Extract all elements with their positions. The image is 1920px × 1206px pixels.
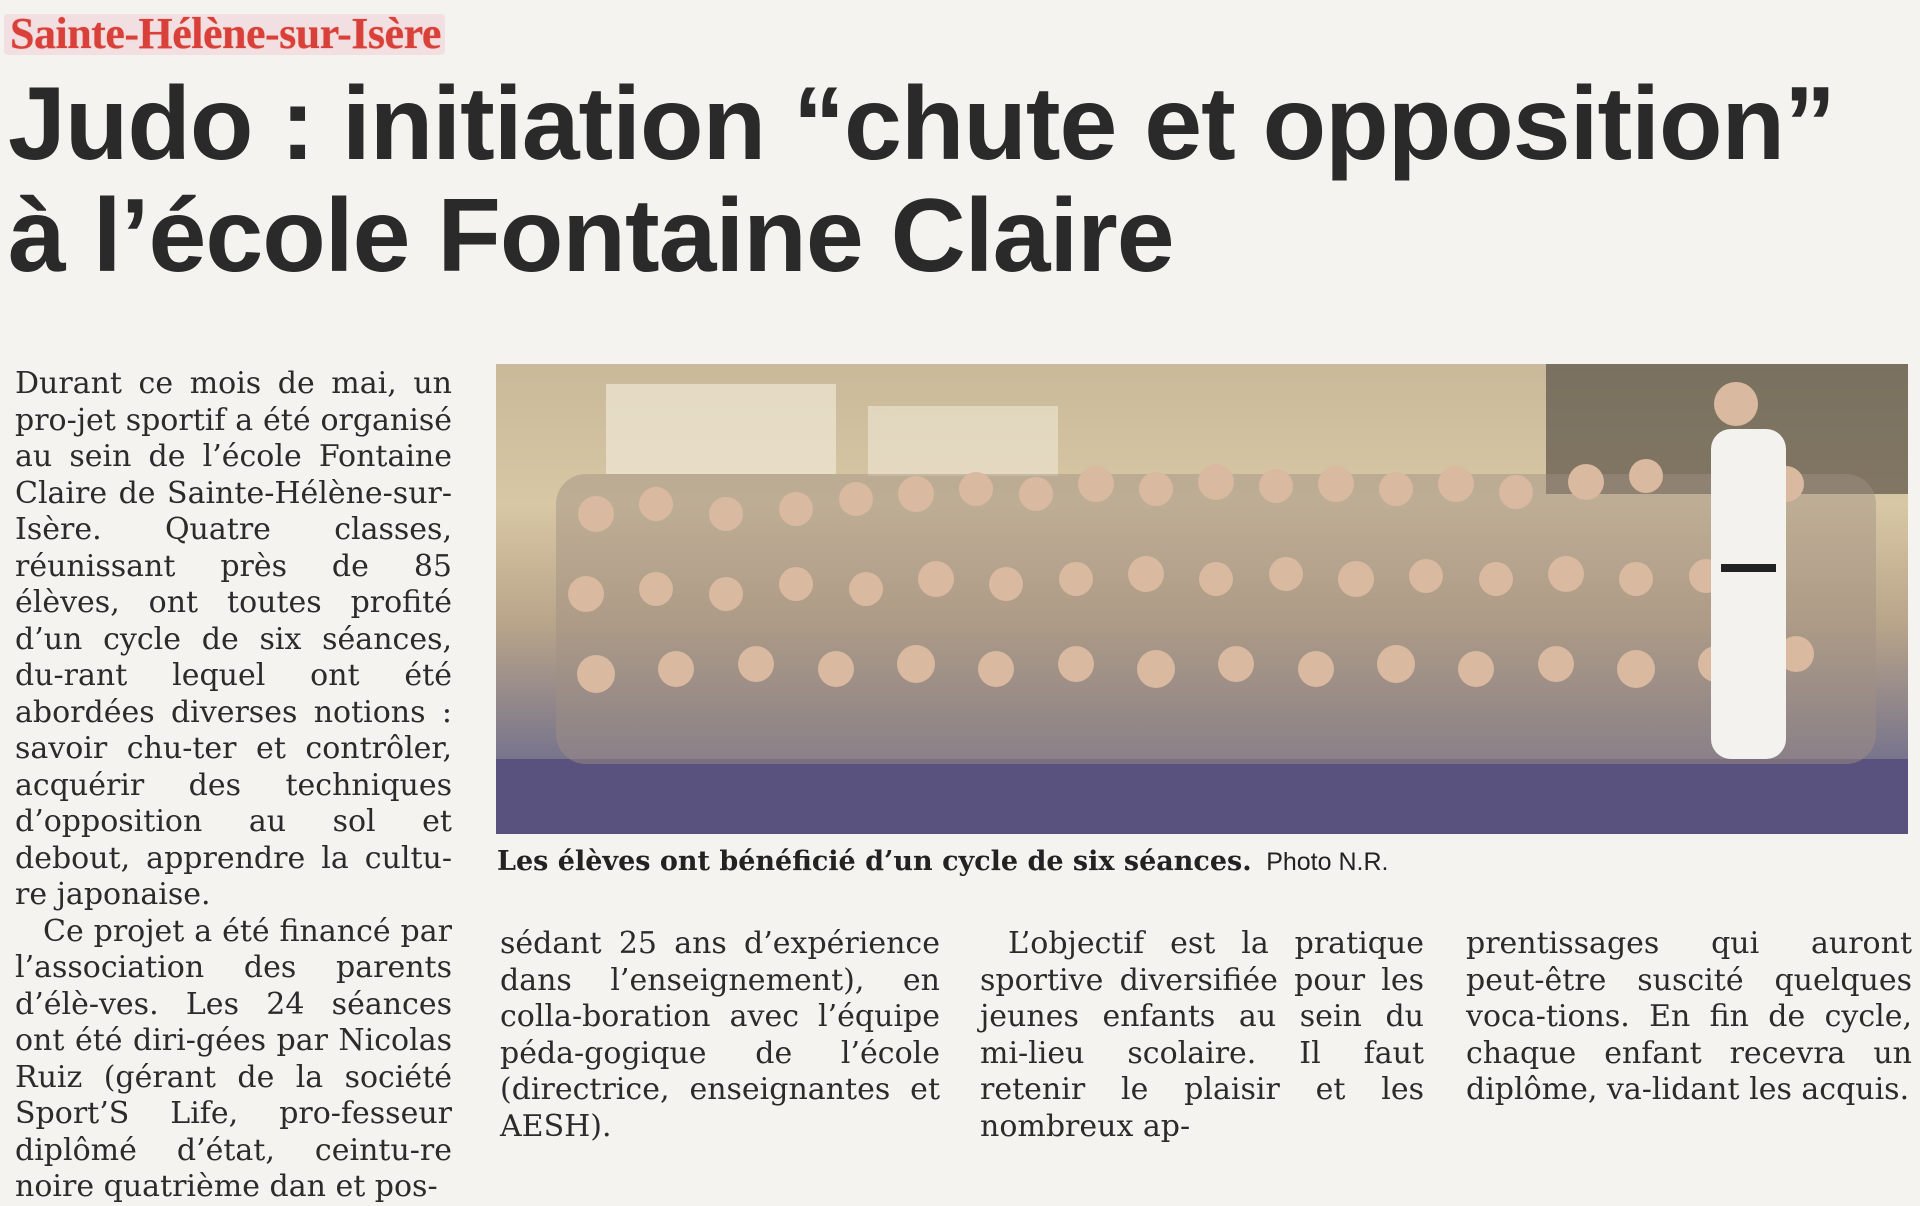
column-2 — [500, 926, 940, 1145]
column-2-text: sédant 25 ans d’expérience dans l’enseignement), en colla-boration avec l’équipe péda-gogique de l’école (directrice, enseignantes et AESH). — [500, 926, 940, 1144]
photo-caption — [497, 846, 1909, 877]
column-4-text: prentissages qui auront peut-être suscité quelques voca-tions. En fin de cycle, chaque enfant recevra un diplôme, va-lidant les acquis. — [1466, 926, 1912, 1107]
headline-line-2: à l’école Fontaine Claire — [8, 178, 1174, 294]
group-photo-illustration — [496, 364, 1908, 834]
column-1-paragraph-1: Durant ce mois de mai, un pro-jet sportif a été organisé au sein de l’école Fontaine Claire de Sainte-Hélène-sur-Isère. Quatre classes, réunissant près de 85 élèves, ont toutes profité d’un cycle de six séances, du-rant lequel ont été abordées diverses notions : savoir chu-ter et contrôler, acquérir des techniques d’opposition au sol et debout, apprendre la cultu-re japonaise. — [15, 366, 452, 912]
column-1-paragraph-2: Ce projet a été financé par l’association des parents d’élè-ves. Les 24 séances ont été diri-gées par Nicolas Ruiz (gérant de la société Sport’S Life, pro-fesseur diplômé d’état, ceintu-re noire quatrième dan et pos- — [15, 913, 452, 1204]
column-4 — [1466, 926, 1912, 1109]
column-3-text: L’objectif est la pratique sportive diversifiée pour les jeunes enfants au sein du mi-lieu scolaire. Il faut retenir le plaisir et les nombreux ap- — [980, 926, 1424, 1144]
article-kicker: Sainte-Hélène-sur-Isère — [10, 9, 441, 58]
photo-credit: Photo N.R. — [1266, 848, 1389, 876]
group-photo — [496, 364, 1908, 834]
column-1 — [15, 366, 452, 1206]
headline-line-1: Judo : initiation “chute et opposition” — [8, 66, 1836, 182]
column-3 — [980, 926, 1424, 1145]
photo-caption-text: Les élèves ont bénéficié d’un cycle de six séances. — [497, 846, 1252, 877]
